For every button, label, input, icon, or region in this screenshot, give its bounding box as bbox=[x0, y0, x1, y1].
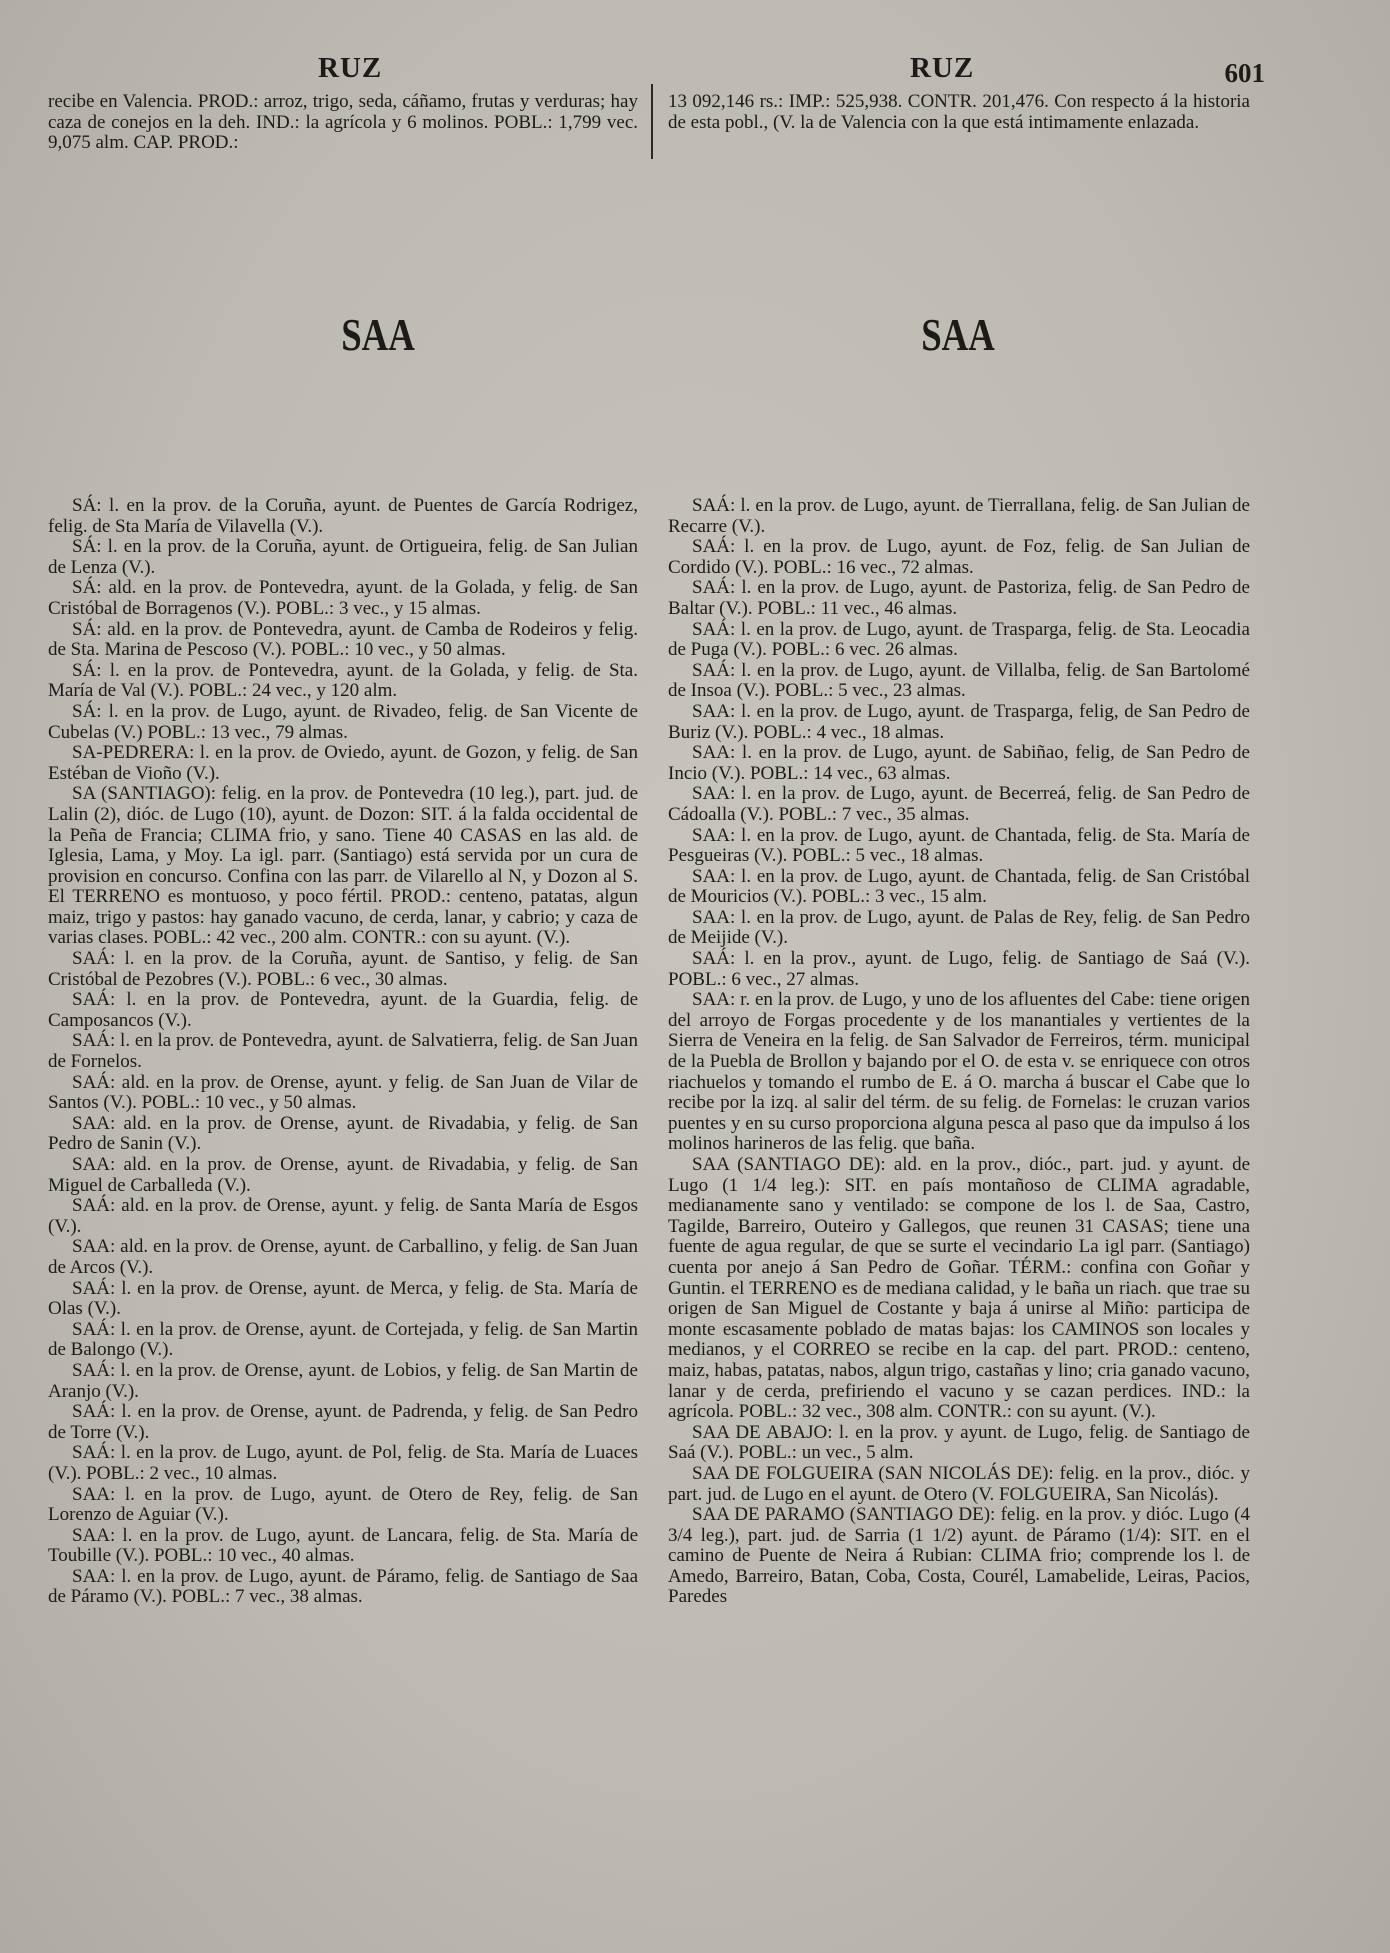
dictionary-entry: SÁ: ald. en la prov. de Pontevedra, ayunt. de la Golada, y felig. de San Cristóbal de Borragenos (V.). POBL.: 3 vec., y 15 almas. bbox=[48, 577, 638, 619]
dictionary-entry: SA (SANTIAGO): felig. en la prov. de Pontevedra (10 leg.), part. jud. de Lalin (2), dióc. de Lugo (10), ayunt. de Dozon: SIT. á la falda occidental de la Peña de Francia; CLIMA frio, y sano. Tiene 40 CASAS en las ald. de Iglesia, Lama, y Moy. La igl. parr. (Santiago) está servida por un cura de provision en concurso. Confina con las parr. de Vilarello al N, y Dozon al S. El TERRENO es montuoso, y poco fértil. PROD.: centeno, patatas, algun maiz, trigo y pastos: hay ganado vacuno, de cerda, lanar, y cabrio; y caza de varias clases. POBL.: 42 vec., 200 alm. CONTR.: con su ayunt. (V.). bbox=[48, 783, 638, 949]
dictionary-entry: SAÁ: l. en la prov. de Lugo, ayunt. de Foz, felig. de San Julian de Cordido (V.). POBL.: 16 vec., 72 almas. bbox=[668, 536, 1250, 578]
left-continuation bbox=[48, 92, 638, 154]
dictionary-entry: SAÁ: l. en la prov., ayunt. de Lugo, felig. de Santiago de Saá (V.). POBL.: 6 vec., 27 almas. bbox=[668, 948, 1250, 990]
right-section-title: SAA bbox=[921, 309, 995, 360]
dictionary-entry: SÁ: l. en la prov. de Pontevedra, ayunt. de la Golada, y felig. de Sta. María de Val (V.). POBL.: 24 vec., y 120 alm. bbox=[48, 659, 638, 702]
dictionary-entry: SAÁ: l. en la prov. de Pontevedra, ayunt. de la Guardia, felig. de Camposancos (V.). bbox=[48, 989, 638, 1031]
dictionary-entry: SAÁ: l. en la prov. de la Coruña, ayunt. de Santiso, y felig. de San Cristóbal de Pezobres (V.). POBL.: 6 vec., 30 almas. bbox=[48, 948, 638, 990]
dictionary-entry: SAÁ: l. en la prov. de Lugo, ayunt. de Trasparga, felig. de Sta. Leocadia de Puga (V.). POBL.: 6 vec. 26 almas. bbox=[668, 618, 1250, 661]
dictionary-entry: SAA: ald. en la prov. de Orense, ayunt. de Rivadabia, y felig. de San Miguel de Carballeda (V.). bbox=[48, 1154, 638, 1196]
continuation-text: recibe en Valencia. PROD.: arroz, trigo, seda, cáñamo, frutas y verduras; hay caza de conejos en la deh. IND.: la agrícola y 6 molinos. POBL.: 1,799 vec. 9,075 alm. CAP. PROD.: bbox=[48, 91, 638, 154]
dictionary-entry: SAA: l. en la prov. de Lugo, ayunt. de Sabiñao, felig, de San Pedro de Incio (V.). POBL.: 14 vec., 63 almas. bbox=[668, 742, 1250, 784]
dictionary-entry: SAA: l. en la prov. de Lugo, ayunt. de Trasparga, felig, de San Pedro de Buriz (V.). POBL.: 4 vec., 18 almas. bbox=[668, 700, 1250, 743]
dictionary-entry: SAA: ald. en la prov. de Orense, ayunt. de Carballino, y felig. de San Juan de Arcos (V.). bbox=[48, 1236, 638, 1278]
dictionary-entry: SAA (SANTIAGO DE): ald. en la prov., dióc., part. jud. y ayunt. de Lugo (1 1/4 leg.): SIT. en país montañoso de CLIMA agradable, medianamente sano y ventilado: se compone de los l. de Saa, Castro, Tagilde, Barreiro, Outeiro y Gallegos, que reunen 31 CASAS; tiene una fuente de agua regular, de que se surte el vecindario La igl parr. (Santiago) cuenta por anejo á San Pedro de Goñar. TÉRM.: confina con Goñar y Guntin. el TERRENO es de mediana calidad, y le baña un riach. que trae su origen de San Miguel de Costante y baja á unirse al Miño: participa de monte escasamente poblado de matas bajas: los CAMINOS son locales y medianos, y el CORREO se recibe en la cap. del part. PROD.: centeno, maiz, habas, patatas, nabos, algun trigo, castañas y lino; cria ganado vacuno, lanar y de cerda, prefiriendo el vacuno y se cazan perdices. IND.: la agrícola. POBL.: 32 vec., 308 alm. CONTR.: con su ayunt. (V.). bbox=[668, 1154, 1250, 1423]
dictionary-entry: SAA: l. en la prov. de Lugo, ayunt. de Becerreá, felig. de San Pedro de Cádoalla (V.). POBL.: 7 vec., 35 almas. bbox=[668, 783, 1250, 825]
dictionary-entry: SAA: l. en la prov. de Lugo, ayunt. de Otero de Rey, felig. de San Lorenzo de Aguiar (V.). bbox=[48, 1483, 638, 1526]
dictionary-entry: SAA: r. en la prov. de Lugo, y uno de los afluentes del Cabe: tiene origen del arroyo de Forgas procedente y de los manantiales y vertientes de la Sierra de Veneira en la felig. de San Salvador de Ferreiros, térm. municipal de la Puebla de Brollon y bajando por el O. de esta v. se enriquece con otros riachuelos y tomando el rumbo de E. á O. marcha á buscar el Cabe que lo recibe por la izq. al salir del térm. de su felig. de Fornelas: le cruzan varios puentes y en su curso proporciona alguna pesca al paso que da impulso á los molinos harineros de las felig. que baña. bbox=[668, 989, 1250, 1155]
dictionary-entry: SAÁ: l. en la prov. de Orense, ayunt. de Cortejada, y felig. de San Martin de Balongo (V.). bbox=[48, 1318, 638, 1361]
dictionary-entry: SAÁ: l. en la prov. de Lugo, ayunt. de Pol, felig. de Sta. María de Luaces (V.). POBL.: 2 vec., 10 almas. bbox=[48, 1442, 638, 1484]
dictionary-entry: SÁ: ald. en la prov. de Pontevedra, ayunt. de Camba de Rodeiros y felig. de Sta. Marina de Pescoso (V.). POBL.: 10 vec., y 50 almas. bbox=[48, 618, 638, 661]
dictionary-entry: SAA: l. en la prov. de Lugo, ayunt. de Palas de Rey, felig. de San Pedro de Meijide (V.). bbox=[668, 906, 1250, 949]
dictionary-entry: SA-PEDRERA: l. en la prov. de Oviedo, ayunt. de Gozon, y felig. de San Estéban de Vioño (V.). bbox=[48, 742, 638, 784]
dictionary-entry: SAA DE FOLGUEIRA (SAN NICOLÁS DE): felig. en la prov., dióc. y part. jud. de Lugo en el ayunt. de Otero (V. FOLGUEIRA, San Nicolás). bbox=[668, 1462, 1250, 1505]
dictionary-entry: SAÁ: ald. en la prov. de Orense, ayunt. y felig. de San Juan de Vilar de Santos (V.). POBL.: 10 vec., y 50 almas. bbox=[48, 1071, 638, 1114]
continuation-text: 13 092,146 rs.: IMP.: 525,938. CONTR. 201,476. Con respecto á la historia de esta pobl., (V. la de Valencia con la que está intimamente enlazada. bbox=[668, 91, 1250, 133]
left-running-head: RUZ bbox=[318, 52, 383, 84]
dictionary-entry: SAÁ: l. en la prov. de Orense, ayunt. de Lobios, y felig. de San Martin de Aranjo (V.). bbox=[48, 1359, 638, 1402]
dictionary-entry: SAÁ: l. en la prov. de Orense, ayunt. de Merca, y felig. de Sta. María de Olas (V.). bbox=[48, 1277, 638, 1320]
dictionary-entry: SAÁ: l. en la prov. de Pontevedra, ayunt. de Salvatierra, felig. de San Juan de Fornelos. bbox=[48, 1030, 638, 1073]
dictionary-entry: SÁ: l. en la prov. de la Coruña, ayunt. de Puentes de García Rodrigez, felig. de Sta María de Vilavella (V.). bbox=[48, 495, 638, 537]
dictionary-entry: SÁ: l. en la prov. de Lugo, ayunt. de Rivadeo, felig. de San Vicente de Cubelas (V.) POBL.: 13 vec., 79 almas. bbox=[48, 700, 638, 743]
dictionary-entry: SAA DE ABAJO: l. en la prov. y ayunt. de Lugo, felig. de Santiago de Saá (V.). POBL.: un vec., 5 alm. bbox=[668, 1421, 1250, 1464]
dictionary-entry: SAÁ: l. en la prov. de Lugo, ayunt. de Tierrallana, felig. de San Julian de Recarre (V.). bbox=[668, 495, 1250, 537]
dictionary-entry: SAÁ: ald. en la prov. de Orense, ayunt. y felig. de Santa María de Esgos (V.). bbox=[48, 1195, 638, 1237]
dictionary-entry: SAA: l. en la prov. de Lugo, ayunt. de Chantada, felig. de Sta. María de Pesgueiras (V.). POBL.: 5 vec., 18 almas. bbox=[668, 824, 1250, 867]
dictionary-entry: SÁ: l. en la prov. de la Coruña, ayunt. de Ortigueira, felig. de San Julian de Lenza (V.). bbox=[48, 536, 638, 578]
left-entries-column bbox=[48, 496, 638, 1608]
dictionary-entry: SAÁ: l. en la prov. de Orense, ayunt. de Padrenda, y felig. de San Pedro de Torre (V.). bbox=[48, 1401, 638, 1443]
column-divider bbox=[651, 84, 653, 159]
dictionary-entry: SAÁ: l. en la prov. de Lugo, ayunt. de Villalba, felig. de San Bartolomé de Insoa (V.). POBL.: 5 vec., 23 almas. bbox=[668, 659, 1250, 702]
dictionary-entry: SAA: l. en la prov. de Lugo, ayunt. de Chantada, felig. de San Cristóbal de Mouricios (V.). POBL.: 3 vec., 15 alm. bbox=[668, 865, 1250, 908]
left-section-title: SAA bbox=[341, 309, 415, 360]
dictionary-entry: SAA: ald. en la prov. de Orense, ayunt. de Rivadabia, y felig. de San Pedro de Sanin (V.). bbox=[48, 1112, 638, 1155]
right-entries-column bbox=[668, 496, 1250, 1608]
dictionary-entry: SAA: l. en la prov. de Lugo, ayunt. de Lancara, felig. de Sta. María de Toubille (V.). POBL.: 10 vec., 40 almas. bbox=[48, 1524, 638, 1567]
page-number: 601 bbox=[1224, 58, 1265, 88]
right-running-head: RUZ bbox=[910, 52, 975, 84]
dictionary-entry: SAA: l. en la prov. de Lugo, ayunt. de Páramo, felig. de Santiago de Saa de Páramo (V.). POBL.: 7 vec., 38 almas. bbox=[48, 1565, 638, 1608]
dictionary-entry: SAÁ: l. en la prov. de Lugo, ayunt. de Pastoriza, felig. de San Pedro de Baltar (V.). POBL.: 11 vec., 46 almas. bbox=[668, 577, 1250, 619]
dictionary-entry: SAA DE PARAMO (SANTIAGO DE): felig. en la prov. y dióc. Lugo (4 3/4 leg.), part. jud. de Sarria (1 1/2) ayunt. de Páramo (1/4): SIT. en el camino de Puente de Neira á Rubian: CLIMA frio; comprende los l. de Amedo, Barreiro, Batan, Coba, Costa, Courél, Lamabelide, Leiras, Pacios, Paredes bbox=[668, 1504, 1250, 1608]
right-continuation bbox=[668, 92, 1250, 133]
